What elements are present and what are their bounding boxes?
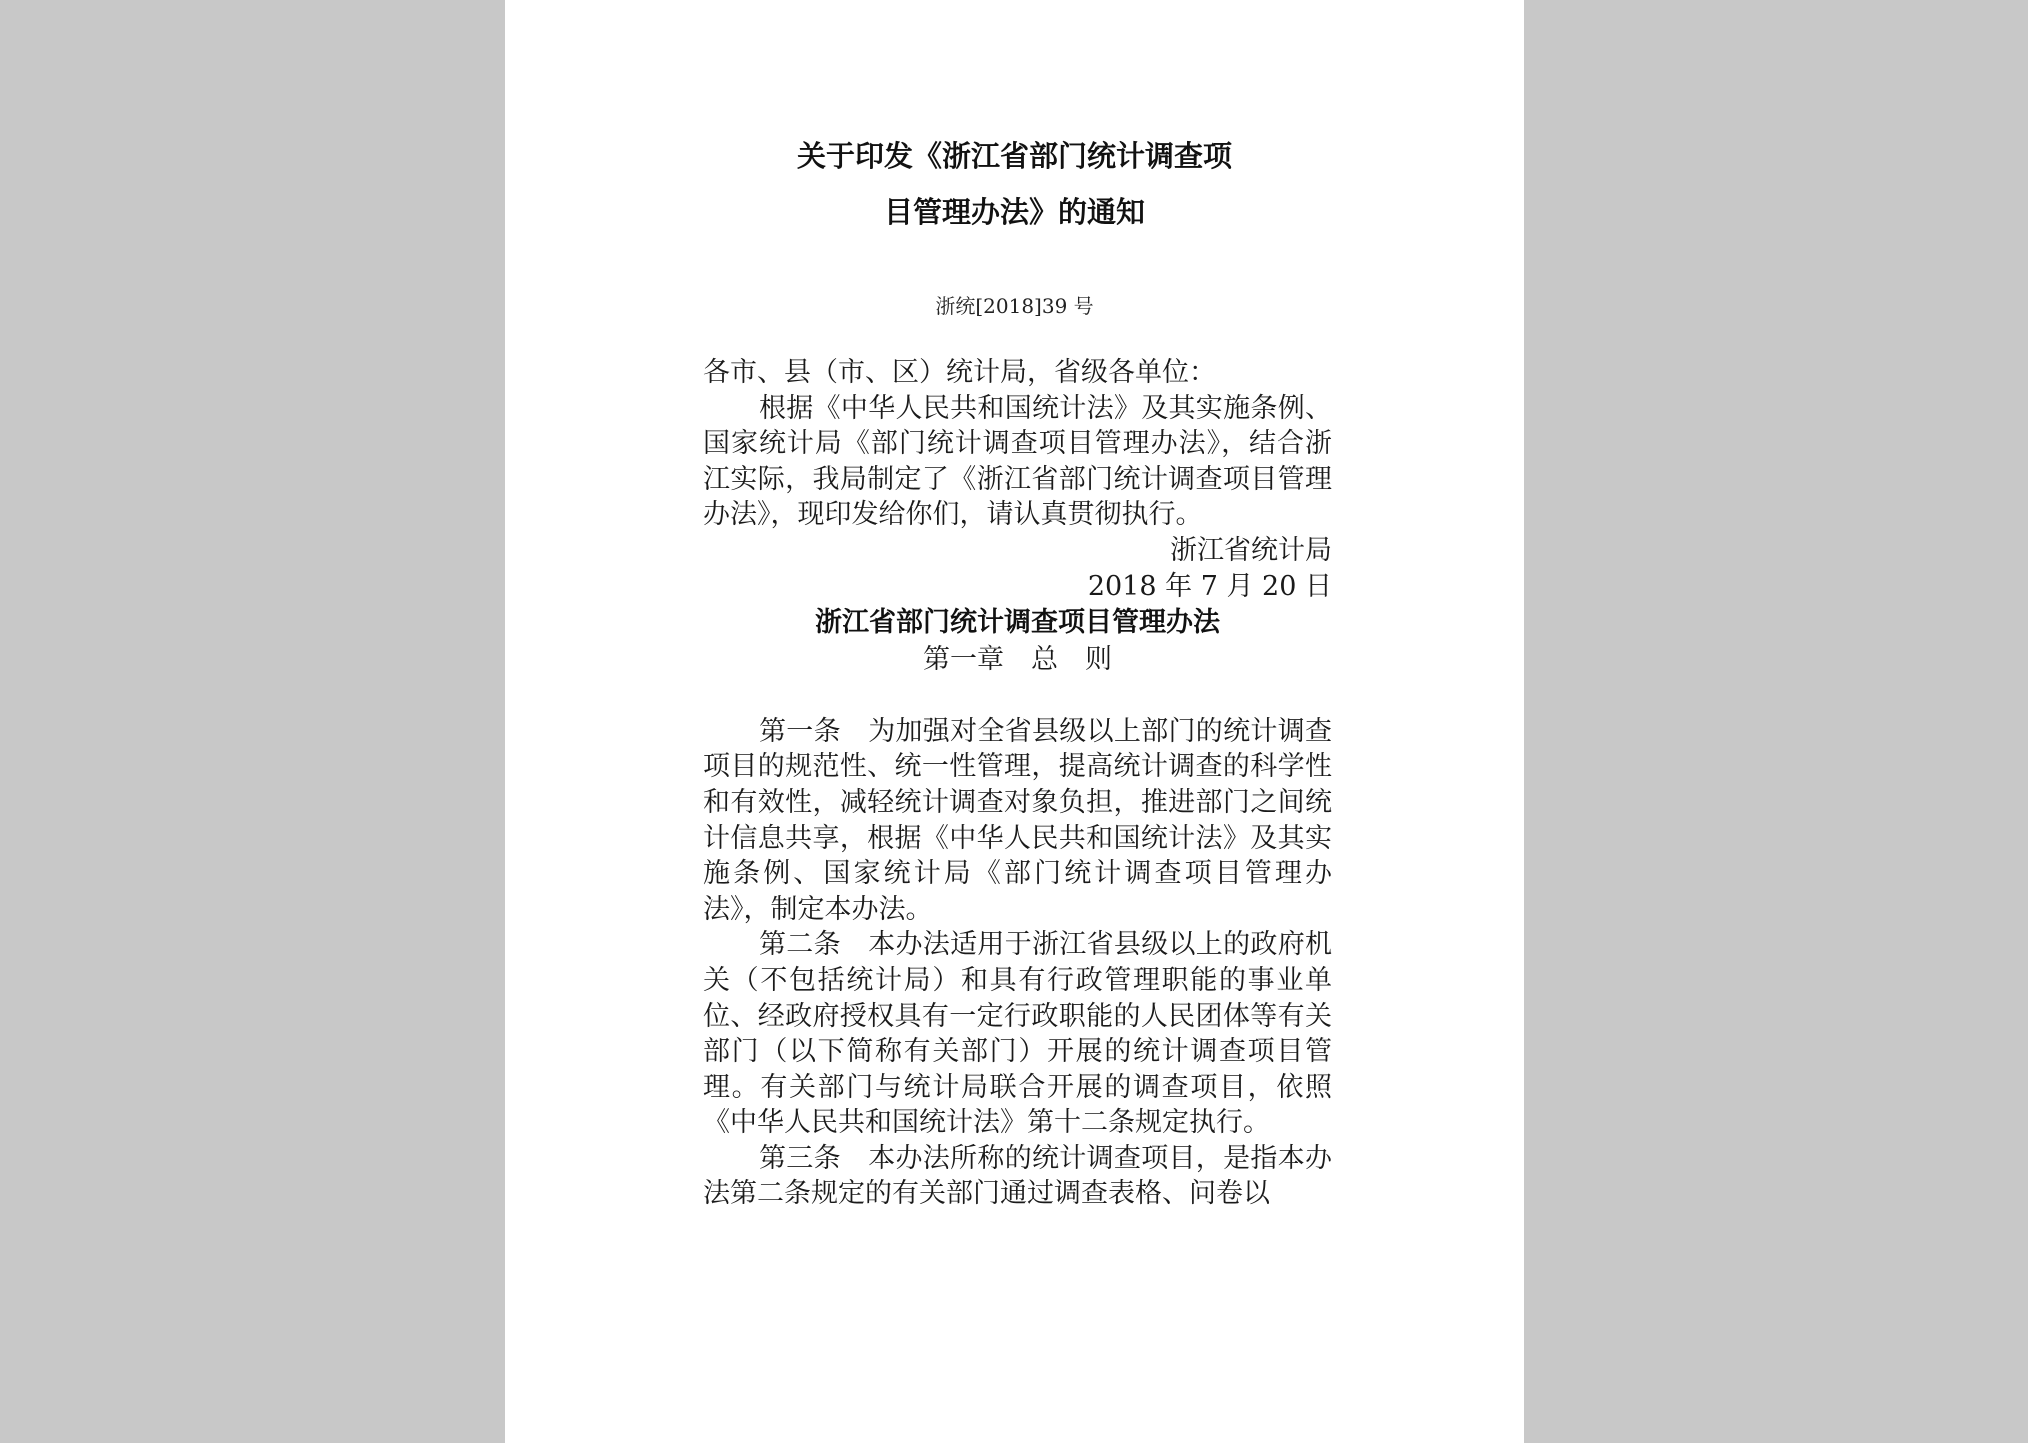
title-line-2: 目管理办法》的通知 <box>883 195 1145 229</box>
article-3: 第三条 本办法所称的统计调查项目，是指本办法第二条规定的有关部门通过调查表格、问卷以 <box>703 1142 1332 1210</box>
issue-date: 2018 年 7 月 20 日 <box>1087 570 1332 602</box>
document-title <box>505 128 1524 240</box>
document-body <box>703 355 1332 1212</box>
intro-paragraph: 根据《中华人民共和国统计法》及其实施条例、国家统计局《部门统计调查项目管理办法》，结合浙江实际，我局制定了《浙江省部门统计调查项目管理办法》，现印发给你们，请认真贯彻执行。 <box>703 392 1332 531</box>
measures-title: 浙江省部门统计调查项目管理办法 <box>815 607 1220 639</box>
article-2: 第二条 本办法适用于浙江省县级以上的政府机关（不包括统计局）和具有行政管理职能的事业单位、经政府授权具有一定行政职能的人民团体等有关部门（以下简称有关部门）开展的统计调查项目管理。有关部门与统计局联合开展的调查项目，依照《中华人民共和国统计法》第十二条规定执行。 <box>703 929 1332 1139</box>
chapter-title: 第一章 总 则 <box>923 644 1112 676</box>
signer: 浙江省统计局 <box>1170 534 1332 566</box>
salutation: 各市、县（市、区）统计局，省级各单位： <box>703 357 1216 388</box>
document-number: 浙统[2018]39 号 <box>935 294 1094 318</box>
article-1: 第一条 为加强对全省县级以上部门的统计调查项目的规范性、统一性管理，提高统计调查的科学性和有效性，减轻统计调查对象负担，推进部门之间统计信息共享，根据《中华人民共和国统计法》及其实施条例、国家统计局《部门统计调查项目管理办法》，制定本办法。 <box>703 715 1332 925</box>
document-page <box>505 0 1524 1443</box>
title-line-1: 关于印发《浙江省部门统计调查项 <box>796 139 1232 173</box>
